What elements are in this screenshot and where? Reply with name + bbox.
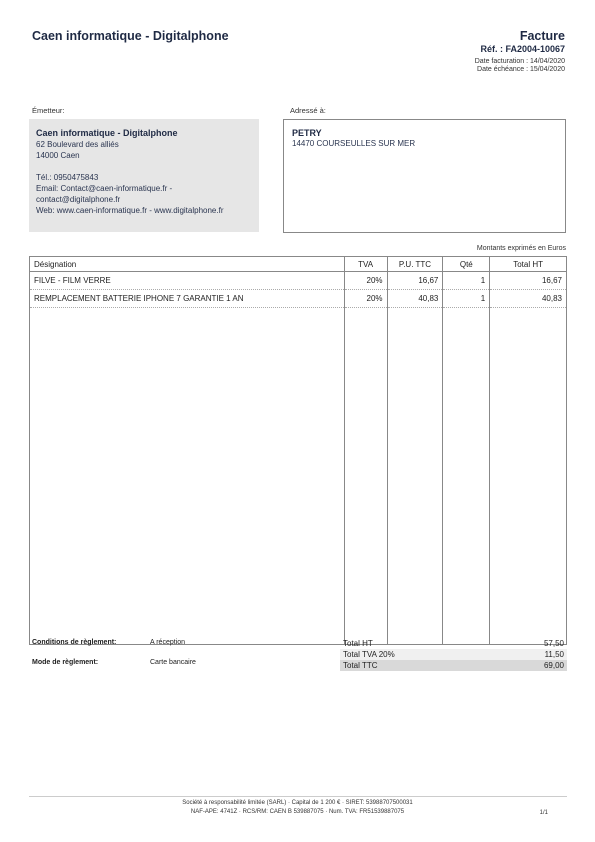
payment-terms-value: A réception: [150, 639, 186, 646]
footer-divider: [29, 796, 567, 797]
col-qty: Qté: [443, 257, 490, 272]
row-unit-price: 16,67: [387, 272, 443, 290]
company-title: Caen informatique - Digitalphone: [32, 29, 229, 43]
sender-address-line2: 14000 Caen: [36, 151, 80, 160]
total-ttc-value: 69,00: [543, 661, 564, 670]
totals-block: [340, 638, 567, 671]
total-tva-label: Total TVA 20%: [343, 650, 395, 659]
table-filler: [30, 308, 567, 645]
col-tva: TVA: [344, 257, 387, 272]
total-ht-row: [340, 638, 567, 649]
total-ht-value: 57,50: [543, 639, 564, 648]
total-ttc-row: [340, 660, 567, 671]
row-tva: 20%: [344, 290, 387, 308]
sender-web: Web: www.caen-informatique.fr - www.digitalphone.fr: [36, 206, 224, 215]
payment-mode-label: Mode de règlement:: [32, 659, 99, 666]
invoice-lines-table: [29, 256, 567, 645]
table-row: [30, 290, 567, 308]
col-designation: Désignation: [30, 257, 345, 272]
row-designation: FILVE - FILM VERRE: [30, 272, 345, 290]
recipient-name: PETRY: [292, 128, 322, 138]
row-designation: REMPLACEMENT BATTERIE IPHONE 7 GARANTIE 1 AN: [30, 290, 345, 308]
invoice-date: Date facturation : 14/04/2020: [474, 58, 565, 65]
row-unit-price: 40,83: [387, 290, 443, 308]
sender-label: Émetteur:: [32, 106, 65, 115]
row-total: 40,83: [490, 290, 567, 308]
sender-address-line1: 62 Boulevard des alliés: [36, 140, 119, 149]
currency-note: Montants exprimés en Euros: [476, 245, 566, 252]
col-total: Total HT: [490, 257, 567, 272]
page-number: 1/1: [539, 810, 548, 816]
sender-box: [29, 119, 259, 232]
row-qty: 1: [443, 290, 490, 308]
sender-name: Caen informatique - Digitalphone: [36, 128, 178, 138]
recipient-label: Adressé à:: [290, 106, 326, 115]
payment-terms-label: Conditions de règlement:: [32, 639, 117, 646]
due-date: Date échéance : 15/04/2020: [477, 66, 565, 73]
payment-mode-value: Carte bancaire: [150, 659, 196, 666]
recipient-address: 14470 COURSEULLES SUR MER: [292, 139, 416, 148]
row-total: 16,67: [490, 272, 567, 290]
total-ht-label: Total HT: [343, 639, 373, 648]
invoice-reference: Réf. : FA2004-10067: [480, 44, 565, 54]
total-ttc-label: Total TTC: [343, 661, 378, 670]
row-qty: 1: [443, 272, 490, 290]
footer-legal-line2: NAF-APE: 4741Z · RCS/RM: CAEN B 539887075 · Num. TVA: FR51539887075: [190, 809, 405, 815]
sender-email-line2: contact@digitalphone.fr: [36, 195, 121, 204]
col-unit-price: P.U. TTC: [387, 257, 443, 272]
footer-legal-line1: Société à responsabilité limitée (SARL) · Capital de 1 200 € · SIRET: 53988707500031: [182, 800, 413, 806]
row-tva: 20%: [344, 272, 387, 290]
total-tva-value: 11,50: [544, 650, 564, 659]
table-header-row: [30, 257, 567, 272]
total-tva-row: [340, 649, 567, 660]
document-title: Facture: [519, 29, 565, 43]
table-row: [30, 272, 567, 290]
recipient-box: [283, 119, 566, 233]
sender-phone: Tél.: 0950475843: [36, 173, 99, 182]
sender-email-line1: Email: Contact@caen-informatique.fr -: [36, 184, 173, 193]
